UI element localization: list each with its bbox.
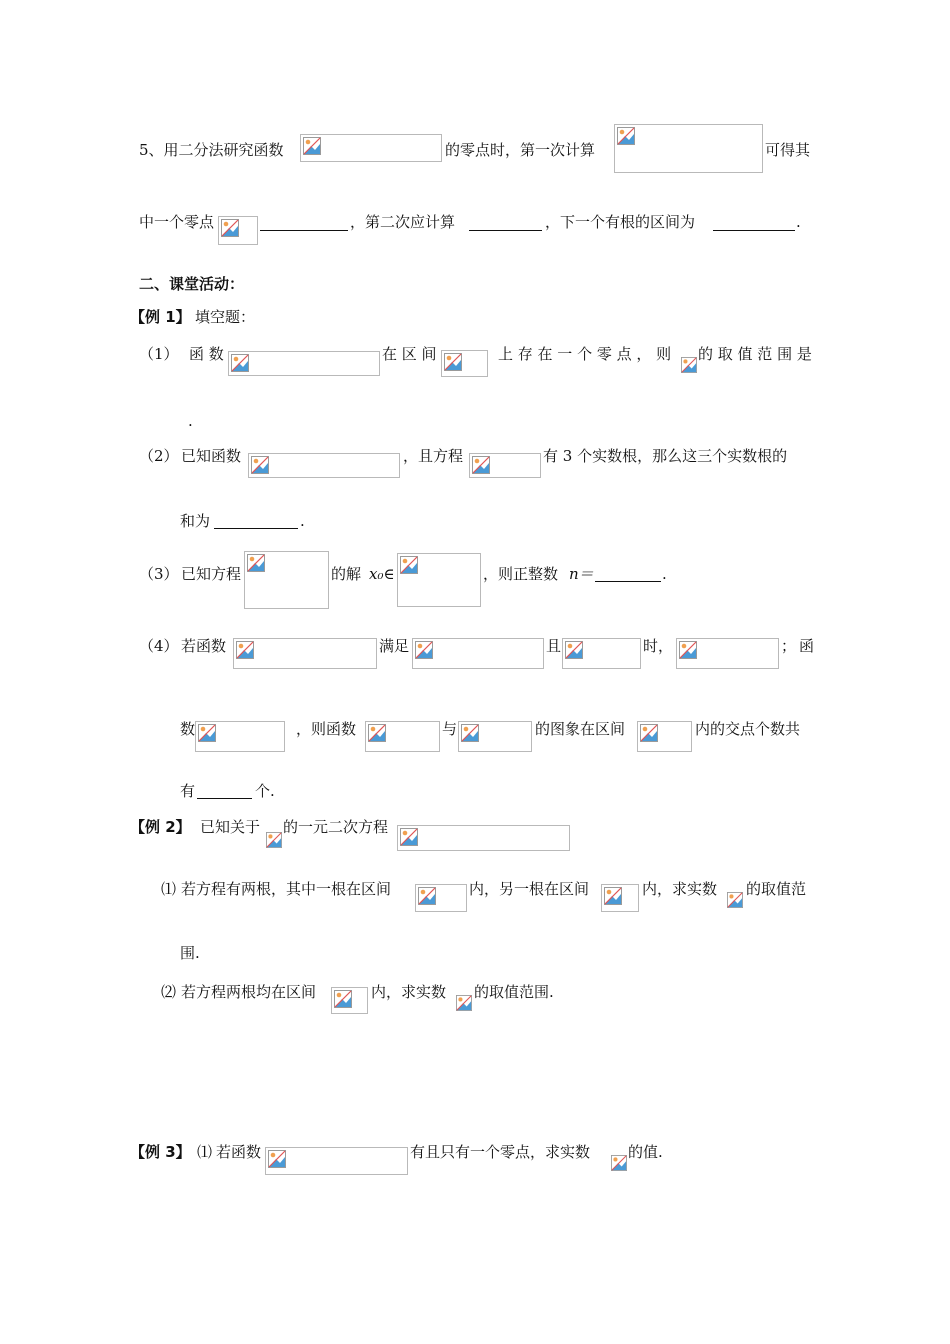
text: 内，求实数 xyxy=(642,880,718,898)
item-number: （1） xyxy=(139,345,179,363)
broken-image-icon xyxy=(415,641,433,659)
text: 的取值范 xyxy=(746,880,807,898)
broken-image-icon xyxy=(604,887,622,905)
formula-image xyxy=(265,830,283,848)
variable: n＝ xyxy=(569,565,594,583)
text: . xyxy=(188,412,193,430)
text: 围. xyxy=(180,944,200,962)
text: 有 xyxy=(180,782,196,800)
text: 若函数 xyxy=(181,637,227,655)
text: 的图象在区间 xyxy=(535,720,626,738)
formula-image xyxy=(726,890,744,908)
text: 在 区 间 xyxy=(382,345,437,363)
example-1-title: 填空题： xyxy=(195,308,256,326)
item-number: ⑴ xyxy=(197,1143,213,1161)
text: 内的交点个数共 xyxy=(695,720,801,738)
formula-image xyxy=(195,721,285,752)
example-3-tag: 【例 3】 xyxy=(130,1143,191,1161)
text: 已知关于 xyxy=(200,818,261,836)
q5-mid2: 可得其 xyxy=(765,141,811,159)
broken-image-icon xyxy=(334,990,352,1008)
item-number: ⑵ xyxy=(161,983,177,1001)
broken-image-icon xyxy=(221,219,239,237)
broken-image-icon xyxy=(727,892,743,908)
q5-line2-mid1: ，第二次应计算 xyxy=(350,213,456,231)
formula-image xyxy=(610,1153,628,1171)
text: ，则正整数 xyxy=(483,565,559,583)
answer-blank xyxy=(469,216,542,231)
example-2-tag: 【例 2】 xyxy=(130,818,191,836)
item-number: （4） xyxy=(139,637,179,655)
broken-image-icon xyxy=(456,995,472,1011)
broken-image-icon xyxy=(236,641,254,659)
formula-image xyxy=(300,134,442,162)
text: 已知函数 xyxy=(181,447,242,465)
formula-image xyxy=(415,884,467,912)
text: 若方程两根均在区间 xyxy=(181,983,317,1001)
text: 的解 xyxy=(331,565,362,583)
broken-image-icon xyxy=(640,724,658,742)
broken-image-icon xyxy=(303,137,321,155)
text: 若函数 xyxy=(216,1143,262,1161)
formula-image xyxy=(228,351,380,376)
q5-line2-mid2: ，下一个有根的区间为 xyxy=(545,213,696,231)
text: 和为 xyxy=(180,512,211,530)
text: . xyxy=(662,565,667,583)
broken-image-icon xyxy=(461,724,479,742)
formula-image xyxy=(455,993,473,1011)
formula-image xyxy=(637,721,692,752)
q5-mid1: 的零点时，第一次计算 xyxy=(445,141,596,159)
formula-image xyxy=(412,638,544,669)
broken-image-icon xyxy=(268,1150,286,1168)
text: ； xyxy=(781,637,797,655)
broken-image-icon xyxy=(266,832,282,848)
formula-image xyxy=(601,884,639,912)
broken-image-icon xyxy=(400,828,418,846)
broken-image-icon xyxy=(231,354,249,372)
text: 若方程有两根，其中一根在区间 xyxy=(181,880,392,898)
formula-image xyxy=(458,721,532,752)
text: 内，求实数 xyxy=(371,983,447,1001)
item-number: （3） xyxy=(139,565,179,583)
text: 的 取 值 范 围 是 xyxy=(698,345,812,363)
text: 内，另一根在区间 xyxy=(469,880,590,898)
formula-image xyxy=(218,216,258,245)
section-heading: 二、课堂活动： xyxy=(139,275,245,293)
broken-image-icon xyxy=(679,641,697,659)
broken-image-icon xyxy=(472,456,490,474)
text: 有 3 个实数根，那么这三个实数根的 xyxy=(543,447,788,465)
text: ，则函数 xyxy=(296,720,357,738)
text: 个. xyxy=(255,782,275,800)
text: 上 存 在 一 个 零 点 ， 则 xyxy=(498,345,672,363)
formula-image xyxy=(397,553,481,607)
broken-image-icon xyxy=(565,641,583,659)
q5-prefix: 5、用二分法研究函数 xyxy=(139,141,284,159)
text: 函 xyxy=(799,637,815,655)
text: 满足 xyxy=(379,637,410,655)
example-1-tag: 【例 1】 xyxy=(130,308,191,326)
broken-image-icon xyxy=(247,554,265,572)
text: 的值. xyxy=(628,1143,663,1161)
text: 有且只有一个零点，求实数 xyxy=(410,1143,591,1161)
q5-line2-end: . xyxy=(796,213,801,231)
q5-line2-prefix: 中一个零点 xyxy=(139,213,215,231)
broken-image-icon xyxy=(251,456,269,474)
broken-image-icon xyxy=(617,127,635,145)
broken-image-icon xyxy=(368,724,386,742)
answer-blank xyxy=(214,514,298,529)
formula-image xyxy=(469,453,541,478)
text: 且 xyxy=(546,637,562,655)
formula-image xyxy=(365,721,440,752)
formula-image xyxy=(331,987,368,1014)
formula-image xyxy=(614,124,763,173)
broken-image-icon xyxy=(611,1155,627,1171)
broken-image-icon xyxy=(444,353,462,371)
formula-image xyxy=(676,638,779,669)
broken-image-icon xyxy=(418,887,436,905)
formula-image xyxy=(248,453,400,478)
text: 的一元二次方程 xyxy=(283,818,389,836)
formula-image xyxy=(562,638,641,669)
text: 的取值范围. xyxy=(474,983,554,1001)
variable: x₀∈ xyxy=(369,565,395,583)
text: ，且方程 xyxy=(403,447,464,465)
text: 已知方程 xyxy=(181,565,242,583)
broken-image-icon xyxy=(681,357,697,373)
formula-image xyxy=(265,1147,408,1175)
answer-blank xyxy=(197,784,252,799)
answer-blank xyxy=(713,216,795,231)
text: 与 xyxy=(442,720,458,738)
broken-image-icon xyxy=(400,556,418,574)
text: . xyxy=(300,512,305,530)
answer-blank xyxy=(595,567,661,582)
item-number: （2） xyxy=(139,447,179,465)
formula-image xyxy=(244,551,329,609)
answer-blank xyxy=(260,216,348,231)
broken-image-icon xyxy=(198,724,216,742)
text: 时， xyxy=(643,637,674,655)
formula-image xyxy=(397,825,570,851)
text: 函 数 xyxy=(189,345,224,363)
text: 数 xyxy=(180,720,196,738)
formula-image xyxy=(441,350,488,377)
item-number: ⑴ xyxy=(161,880,177,898)
formula-image xyxy=(233,638,377,669)
formula-image xyxy=(680,355,698,373)
